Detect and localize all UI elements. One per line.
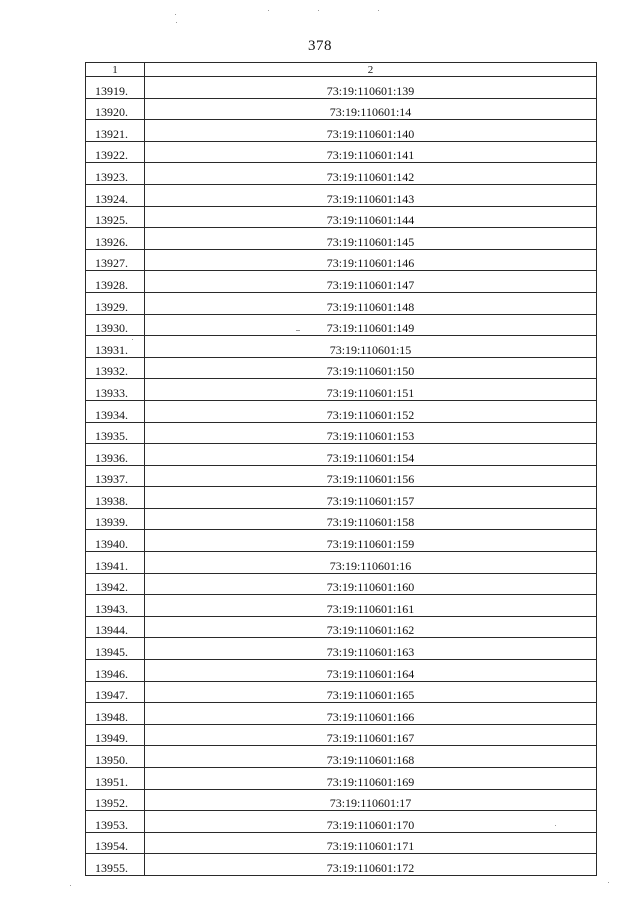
- row-number-cell: 13950.: [86, 746, 145, 768]
- column-header-number: 1: [86, 63, 145, 77]
- table-row: [86, 595, 597, 617]
- cadastral-number-cell: 73:19:110601:145: [145, 228, 597, 250]
- row-number-cell: 13923.: [86, 163, 145, 185]
- cadastral-table: [85, 62, 597, 876]
- cadastral-number-cell: 73:19:110601:15: [145, 336, 597, 358]
- cadastral-number-cell: 73:19:110601:171: [145, 832, 597, 854]
- cadastral-number-cell: 73:19:110601:167: [145, 724, 597, 746]
- table-row: [86, 77, 597, 99]
- table-row: [86, 163, 597, 185]
- row-number-cell: 13949.: [86, 724, 145, 746]
- table-row: [86, 768, 597, 790]
- cadastral-number-cell: 73:19:110601:159: [145, 530, 597, 552]
- cadastral-number-cell: 73:19:110601:139: [145, 77, 597, 99]
- header-row: [86, 63, 597, 77]
- table-row: [86, 724, 597, 746]
- row-number-cell: 13936.: [86, 444, 145, 466]
- row-number-cell: 13932.: [86, 357, 145, 379]
- cadastral-number-cell: 73:19:110601:16: [145, 552, 597, 574]
- table-row: [86, 98, 597, 120]
- table-row: [86, 249, 597, 271]
- cadastral-number-cell: 73:19:110601:17: [145, 789, 597, 811]
- table-row: [86, 832, 597, 854]
- cadastral-number-cell: 73:19:110601:166: [145, 703, 597, 725]
- table-row: [86, 400, 597, 422]
- table-row: [86, 141, 597, 163]
- cadastral-number-cell: 73:19:110601:149: [145, 314, 597, 336]
- cadastral-number-cell: 73:19:110601:143: [145, 184, 597, 206]
- table-row: [86, 292, 597, 314]
- row-number-cell: 13948.: [86, 703, 145, 725]
- table-row: [86, 552, 597, 574]
- cadastral-number-cell: 73:19:110601:146: [145, 249, 597, 271]
- cadastral-number-cell: 73:19:110601:140: [145, 120, 597, 142]
- row-number-cell: 13951.: [86, 768, 145, 790]
- cadastral-number-cell: 73:19:110601:160: [145, 573, 597, 595]
- cadastral-number-cell: 73:19:110601:162: [145, 616, 597, 638]
- row-number-cell: 13929.: [86, 292, 145, 314]
- scan-speck: [608, 882, 609, 883]
- cadastral-number-cell: 73:19:110601:154: [145, 444, 597, 466]
- cadastral-number-cell: 73:19:110601:153: [145, 422, 597, 444]
- row-number-cell: 13955.: [86, 854, 145, 876]
- cadastral-number-cell: 73:19:110601:158: [145, 508, 597, 530]
- cadastral-number-cell: 73:19:110601:164: [145, 660, 597, 682]
- row-number-cell: 13946.: [86, 660, 145, 682]
- table-row: [86, 660, 597, 682]
- row-number-cell: 13943.: [86, 595, 145, 617]
- row-number-cell: 13934.: [86, 400, 145, 422]
- row-number-cell: 13928.: [86, 271, 145, 293]
- scan-speck: [176, 22, 177, 23]
- cadastral-number-cell: 73:19:110601:152: [145, 400, 597, 422]
- cadastral-number-cell: 73:19:110601:170: [145, 811, 597, 833]
- row-number-cell: 13930.: [86, 314, 145, 336]
- table-row: [86, 638, 597, 660]
- table-row: [86, 206, 597, 228]
- cadastral-number-cell: 73:19:110601:156: [145, 465, 597, 487]
- scan-speck: [555, 825, 556, 826]
- table-row: [86, 184, 597, 206]
- table-row: [86, 271, 597, 293]
- cadastral-number-cell: 73:19:110601:141: [145, 141, 597, 163]
- cadastral-number-cell: 73:19:110601:147: [145, 271, 597, 293]
- cadastral-number-cell: 73:19:110601:14: [145, 98, 597, 120]
- scan-speck: [318, 10, 319, 11]
- scan-speck: [132, 339, 133, 340]
- scan-speck: [175, 14, 176, 15]
- row-number-cell: 13919.: [86, 77, 145, 99]
- table-row: [86, 314, 597, 336]
- row-number-cell: 13945.: [86, 638, 145, 660]
- page-number: 378: [308, 38, 332, 54]
- table-body: [86, 77, 597, 876]
- scan-speck: [70, 885, 71, 886]
- table-row: [86, 120, 597, 142]
- table-row: [86, 487, 597, 509]
- table-row: [86, 379, 597, 401]
- column-header-cadastral: 2: [145, 63, 597, 77]
- row-number-cell: 13953.: [86, 811, 145, 833]
- cadastral-number-cell: 73:19:110601:151: [145, 379, 597, 401]
- table-row: [86, 444, 597, 466]
- row-number-cell: 13921.: [86, 120, 145, 142]
- row-number-cell: 13954.: [86, 832, 145, 854]
- table-row: [86, 465, 597, 487]
- row-number-cell: 13947.: [86, 681, 145, 703]
- cadastral-number-cell: 73:19:110601:144: [145, 206, 597, 228]
- row-number-cell: 13927.: [86, 249, 145, 271]
- cadastral-number-cell: 73:19:110601:157: [145, 487, 597, 509]
- table-row: [86, 854, 597, 876]
- scan-speck: [268, 10, 269, 11]
- cadastral-number-cell: 73:19:110601:161: [145, 595, 597, 617]
- cadastral-number-cell: 73:19:110601:150: [145, 357, 597, 379]
- row-number-cell: 13940.: [86, 530, 145, 552]
- row-number-cell: 13931.: [86, 336, 145, 358]
- table-row: [86, 703, 597, 725]
- table-row: [86, 616, 597, 638]
- row-number-cell: 13942.: [86, 573, 145, 595]
- cadastral-number-cell: 73:19:110601:168: [145, 746, 597, 768]
- cadastral-number-cell: 73:19:110601:172: [145, 854, 597, 876]
- table-row: [86, 746, 597, 768]
- cadastral-number-cell: 73:19:110601:163: [145, 638, 597, 660]
- row-number-cell: 13941.: [86, 552, 145, 574]
- row-number-cell: 13952.: [86, 789, 145, 811]
- table-row: [86, 228, 597, 250]
- table-row: [86, 681, 597, 703]
- row-number-cell: 13925.: [86, 206, 145, 228]
- cadastral-number-cell: 73:19:110601:142: [145, 163, 597, 185]
- cadastral-number-cell: 73:19:110601:169: [145, 768, 597, 790]
- row-number-cell: 13939.: [86, 508, 145, 530]
- table-row: [86, 573, 597, 595]
- scan-speck: [296, 330, 300, 331]
- row-number-cell: 13926.: [86, 228, 145, 250]
- table-row: [86, 422, 597, 444]
- row-number-cell: 13935.: [86, 422, 145, 444]
- cadastral-number-cell: 73:19:110601:148: [145, 292, 597, 314]
- cadastral-number-cell: 73:19:110601:165: [145, 681, 597, 703]
- table-row: [86, 508, 597, 530]
- table-header: [86, 63, 597, 77]
- row-number-cell: 13922.: [86, 141, 145, 163]
- table-row: [86, 530, 597, 552]
- table-row: [86, 789, 597, 811]
- table-row: [86, 336, 597, 358]
- row-number-cell: 13924.: [86, 184, 145, 206]
- table-row: [86, 811, 597, 833]
- table-row: [86, 357, 597, 379]
- scan-speck: [378, 10, 379, 11]
- row-number-cell: 13920.: [86, 98, 145, 120]
- row-number-cell: 13933.: [86, 379, 145, 401]
- row-number-cell: 13944.: [86, 616, 145, 638]
- row-number-cell: 13938.: [86, 487, 145, 509]
- row-number-cell: 13937.: [86, 465, 145, 487]
